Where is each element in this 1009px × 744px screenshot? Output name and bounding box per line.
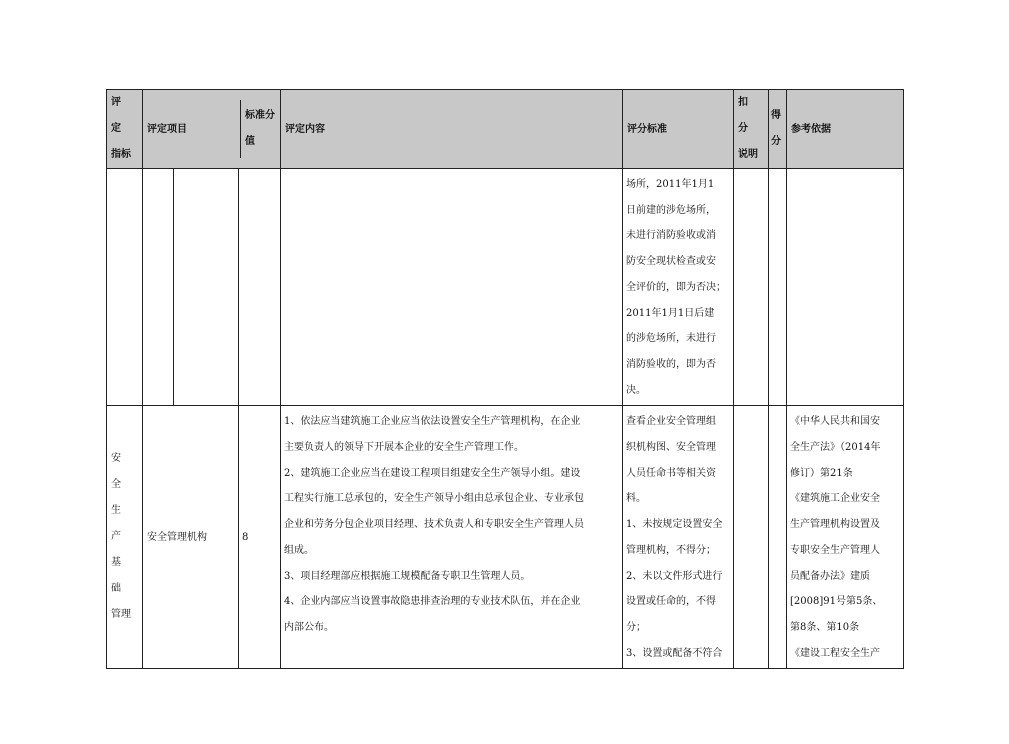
row1-item-a [143,169,174,406]
row1-criteria-text: 场所，2011年1月1 日前建的涉危场所， 未进行消防验收或消 防安全现状检查或安 全评价的，即为否决； 2011年1月1日后建 的涉危场所，未进行 消防验收的，即为否 决。 [626,179,727,396]
header-score [769,90,787,169]
row1-deduct [734,169,769,406]
header-basis-label: 参考依据 [791,123,832,135]
header-indicator [107,90,143,169]
header-content-label: 评定内容 [285,123,326,135]
header-content [281,90,623,169]
row2-content [281,406,623,669]
header-criteria-label: 评分标准 [627,123,668,135]
evaluation-table [106,89,904,669]
header-score-line2: 分 [771,136,782,147]
row2-indicator-line2: 生 产 [111,505,130,543]
table-header-row [107,90,904,169]
row1-score [769,169,787,406]
row1-content [281,169,623,406]
row2-criteria-text: 查看企业安全管理组 织机构图、安全管理 人员任命书等相关资 料。 1、未按规定设置安全 管理机构，不得分； 2、未以文件形式进行 设置或任命的，不得 分； 3、设置或配备不符合 [626,416,723,659]
row1-indicator [107,169,143,406]
header-std-line2: 值 [245,136,255,147]
header-item-wrap [143,90,281,169]
header-basis [787,90,904,169]
header-std [240,100,280,158]
row1-criteria [623,169,734,406]
row2-basis [787,406,904,669]
row2-content-text: 1、依法应当建筑施工企业应当依法设置安全生产管理机构，在企业 主要负责人的领导下开展本企业的安全生产管理工作。 2、建筑施工企业应当在建设工程项目组建安全生产领导小组。建设 工程实行施工总承包的，安全生产领导小组由总承包企业、专业承包 企业和劳务分包企业项目经理、技术负责人和专职安全生产管理人员 组成。 3、项目经理部应根据施工规模配备专职卫生管理人员。 4、企业内部应当设置事故隐患排查治理的专业技术队伍，并在企业 内部公布。 [284,416,585,633]
row2-deduct [734,406,769,669]
header-indicator-line1: 评 定 [111,97,128,134]
header-std-line1: 标准分 [245,110,275,121]
row2-basis-text: 《中华人民共和国安 全生产法》（2014年 修订）第21条 《建筑施工企业安全 生产管理机构设置及 专职安全生产管理人 员配备办法》建质 [2008]91号第5条、 第8条、第10条 《建设工程安全生产 [790,416,883,659]
header-item: 评定项目 [147,123,187,135]
row2-item-label: 安全管理机构 [147,531,207,543]
row1-std [239,169,281,406]
row2-indicator-line1: 安 全 [111,453,130,491]
row1-basis [787,169,904,406]
header-criteria [623,90,734,169]
row2-std [239,406,281,669]
row2-score [769,406,787,669]
header-score-line1: 得 [771,110,782,121]
header-deduct-line2: 说明 [738,149,759,160]
row2-item [143,406,239,669]
table-row-safety-org [107,406,904,669]
header-indicator-line2: 指标 [111,149,131,160]
row2-criteria [623,406,734,669]
row1-item-b [174,169,239,406]
header-deduct-line1: 扣 分 [738,97,756,134]
row2-std-value: 8 [242,531,249,543]
header-deduct [734,90,769,169]
row2-indicator-line4: 管理 [111,609,131,621]
row2-indicator-line3: 基 础 [111,557,130,595]
table-row-continuation [107,169,904,406]
row2-indicator [107,406,143,669]
